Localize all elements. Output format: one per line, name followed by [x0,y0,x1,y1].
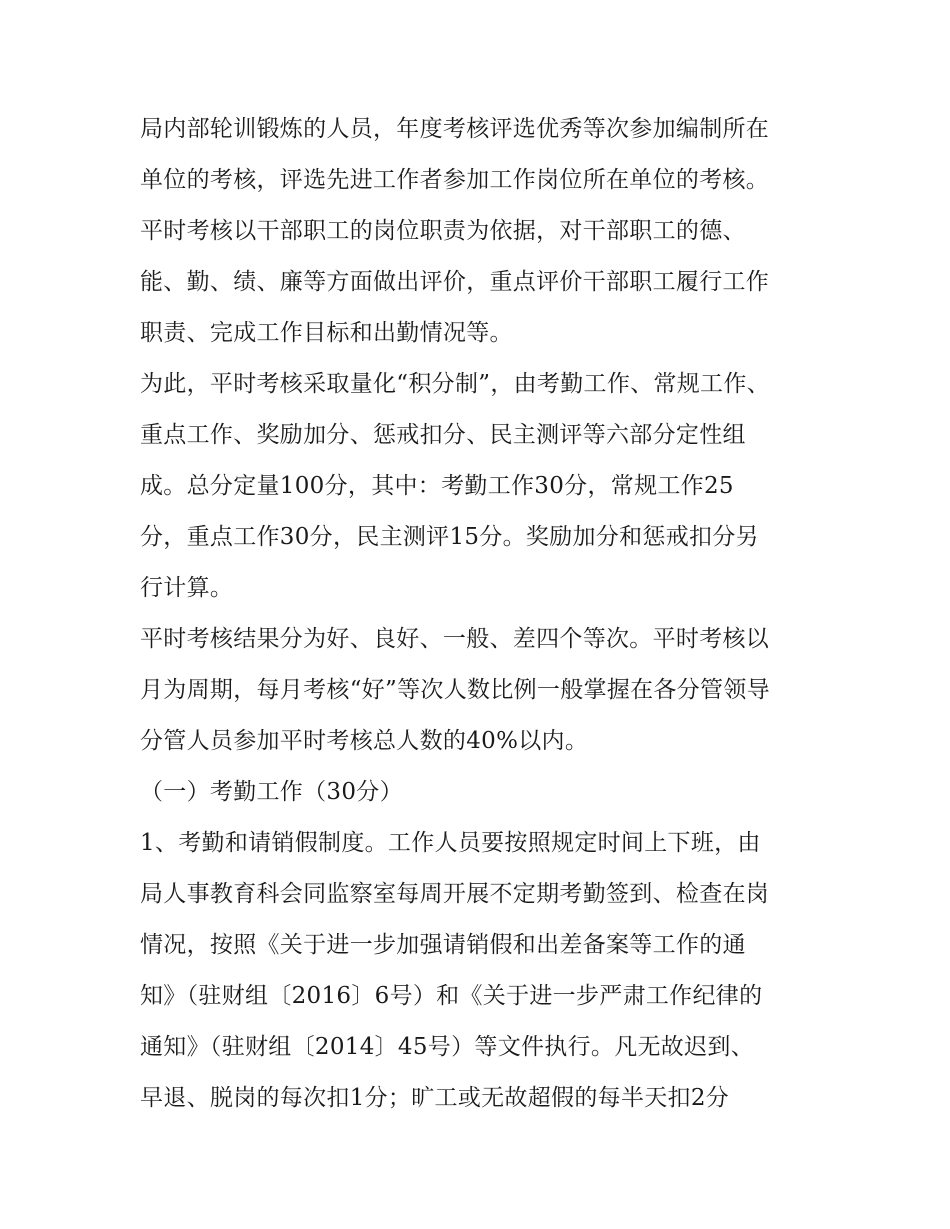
text-line: 平时考核以干部职工的岗位职责为依据，对干部职工的德、 [140,218,746,244]
text-line: 为此，平时考核采取量化“积分制”，由考勤工作、常规工作、 [140,371,770,397]
text-line: 平时考核结果分为好、良好、一般、差四个等次。平时考核以 [140,626,770,652]
text-line: 情况，按照《关于进一步加强请销假和出差备案等工作的通 [140,932,746,958]
text-line: 行计算。 [140,575,234,601]
text-line: 早退、脱岗的每次扣1分；旷工或无故超假的每半天扣2分 [140,1085,730,1111]
text-line: 通知》（驻财组〔2014〕45号）等文件执行。凡无故迟到、 [140,1034,754,1060]
text-line: 局人事教育科会同监察室每周开展不定期考勤签到、检查在岗 [140,881,770,907]
text-line: 成。总分定量100分，其中：考勤工作30分，常规工作25 [140,473,734,499]
text-line: 能、勤、绩、廉等方面做出评价，重点评价干部职工履行工作 [140,269,770,295]
text-line: 1、考勤和请销假制度。工作人员要按照规定时间上下班，由 [140,830,761,856]
text-line: 分，重点工作30分，民主测评15分。奖励加分和惩戒扣分另 [140,524,759,550]
text-line: 月为周期，每月考核“好”等次人数比例一般掌握在各分管领导 [140,677,770,703]
text-line: 知》（驻财组〔2016〕6号）和《关于进一步严肃工作纪律的 [140,983,763,1009]
text-line: 局内部轮训锻炼的人员，年度考核评选优秀等次参加编制所在 [140,116,770,142]
text-line: 职责、完成工作目标和出勤情况等。 [140,320,513,346]
section-heading: （一）考勤工作（30分） [140,779,403,805]
document-body [140,104,830,1124]
text-line: 分管人员参加平时考核总人数的40%以内。 [140,728,589,754]
text-line: 重点工作、奖励加分、惩戒扣分、民主测评等六部分定性组 [140,422,746,448]
text-line: 单位的考核，评选先进工作者参加工作岗位所在单位的考核。 [140,167,770,193]
